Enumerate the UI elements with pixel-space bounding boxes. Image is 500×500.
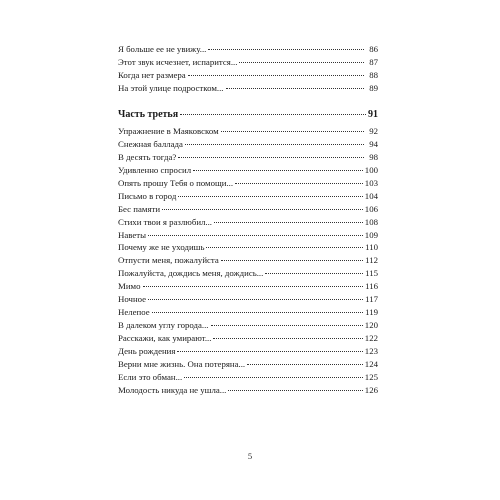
dot-leader [143,286,364,287]
dot-leader [226,88,364,89]
toc-entry [118,319,378,332]
toc-entry-page: 103 [364,177,378,188]
dot-leader [228,390,362,391]
toc-entry-title: Мимо [118,281,141,292]
toc-entry-page: 87 [369,56,378,67]
dot-leader [239,62,364,63]
toc-entry-title: Упражнение в Маяковском [118,126,219,136]
dot-leader [211,325,363,326]
toc-entry [118,82,378,95]
dot-leader [235,183,363,184]
dot-leader [193,170,363,171]
toc-entry-title: В десять тогда? [118,151,177,162]
toc-entry-page: 106 [364,203,378,214]
toc-entry [118,345,378,358]
toc-entry-title: Удивленно спросил [118,164,192,175]
toc-entry [118,332,378,345]
dot-leader [188,75,364,76]
toc-entry-page: 109 [364,229,378,240]
toc-entry-title: Письмо в город [118,190,177,201]
part-page: 91 [368,109,378,120]
toc-entry-title: Когда нет размера [118,69,186,80]
toc-entry-page: 94 [369,138,378,149]
toc-entry-page: 89 [369,82,378,93]
toc-entry [118,43,378,56]
dot-leader [152,312,363,313]
dot-leader [247,364,363,365]
toc-entry-title: Опять прошу Тебя о помощи... [118,177,234,188]
toc-entry-title: В далеком углу города... [118,320,209,331]
toc-entry [118,164,378,177]
toc-entry-page: 92 [369,126,378,136]
dot-leader [178,157,364,158]
toc-entry-page: 108 [364,216,378,227]
toc-entry [118,306,378,319]
toc-entry [118,267,378,280]
dot-leader [221,260,363,261]
dot-leader [213,338,362,339]
toc-entry [118,56,378,69]
toc-entry-title: Снежная баллада [118,138,183,149]
toc-entry-page: 98 [369,151,378,162]
toc-entry [118,125,378,138]
dot-leader [177,351,362,352]
toc-entry-page: 115 [365,268,378,279]
toc-entry-page: 88 [369,69,378,80]
toc-continued-entries [118,43,378,95]
toc-entry-page: 123 [364,345,378,356]
toc-entry-title: Пожалуйста, дождись меня, дождись... [118,268,264,279]
toc-entry-title: День рождения [118,345,176,356]
toc-entry-title: Если это обман... [118,371,183,382]
toc-entry-title: Нелепое [118,307,150,318]
toc-entry [118,241,378,254]
toc-entry [118,151,378,164]
dot-leader [221,131,364,132]
toc-entry [118,358,378,371]
dot-leader [148,235,363,236]
toc-entry-page: 112 [365,255,378,266]
toc-entries [118,125,378,397]
toc-entry [118,203,378,216]
part-heading-line [118,107,378,123]
toc-entry-title: Я больше ее не увижу... [118,44,207,54]
toc-entry-page: 116 [365,281,378,292]
toc-entry-title: На этой улице подростком... [118,82,224,93]
toc-entry [118,190,378,203]
toc-entry-title: Молодость никуда не ушла... [118,384,227,395]
toc-entry-title: Верни мне жизнь. Она потеряна... [118,358,246,369]
toc-entry [118,254,378,267]
toc-entry-page: 125 [364,371,378,382]
dot-leader [162,209,363,210]
toc-entry-title: Отпусти меня, пожалуйста [118,255,219,266]
dot-leader [148,299,363,300]
toc-entry-page: 86 [369,44,378,54]
toc-entry-page: 100 [364,164,378,175]
dot-leader [185,144,364,145]
toc-part-heading [118,107,378,123]
part-title: Часть третья [118,109,179,120]
toc-entry [118,229,378,242]
toc-entry-page: 117 [365,294,378,305]
toc-entry-page: 120 [364,320,378,331]
toc-entry [118,293,378,306]
toc-entry [118,69,378,82]
toc-entry-title: Почему же не уходишь [118,242,205,253]
dot-leader [208,49,364,50]
toc-entry-title: Ночное [118,294,147,305]
toc-entry [118,177,378,190]
dot-leader [265,273,363,274]
toc-entry-title: Бес памяти [118,203,161,214]
toc-entry-page: 124 [364,358,378,369]
toc-entry-title: Наветы [118,229,147,240]
toc-entry-page: 119 [365,307,378,318]
toc-entry-title: Этот звук исчезнет, испарится... [118,56,238,67]
dot-leader [184,377,363,378]
toc-entry [118,384,378,397]
toc-entry-page: 122 [364,333,378,343]
toc-entry-page: 110 [365,242,378,253]
dot-leader [178,196,362,197]
toc-entry [118,138,378,151]
toc-entry [118,216,378,229]
toc-entry-title: Расскажи, как умирают... [118,333,212,343]
dot-leader [214,222,363,223]
dot-leader [206,247,363,248]
dot-leader [180,114,366,115]
toc-entry-page: 126 [364,384,378,395]
toc-entry [118,280,378,293]
toc-entry [118,371,378,384]
page-number: 5 [247,451,253,461]
toc-entry-page: 104 [364,190,378,201]
toc-entry-title: Стихи твои я разлюбил... [118,216,213,227]
